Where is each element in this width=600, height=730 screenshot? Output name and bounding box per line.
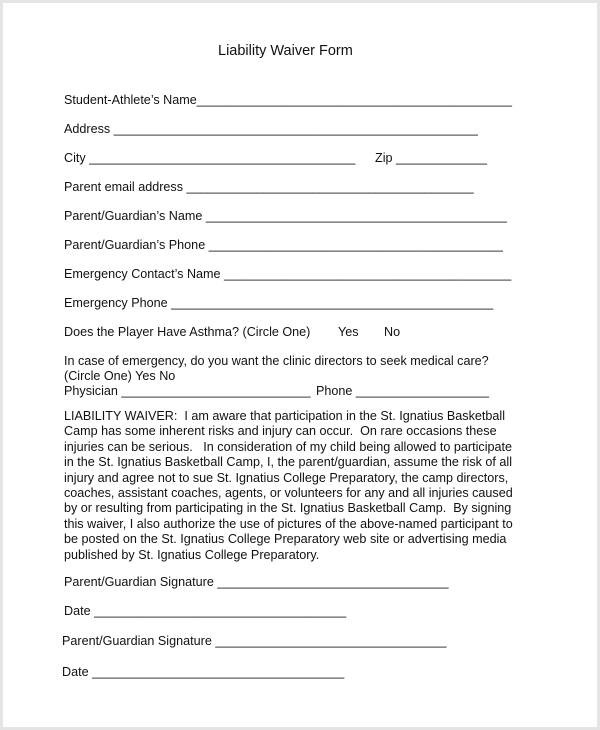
page-border-left: [0, 0, 3, 730]
liability-waiver-text: [64, 409, 534, 563]
emergency-phone-field[interactable]: Emergency Phone ______________________________________________: [64, 296, 494, 310]
emergency-contact-name-field[interactable]: Emergency Contact’s Name _________________________________________: [64, 267, 512, 281]
waiver-line: injuries can be serious. In consideration of my child being allowed to participate: [64, 439, 513, 454]
address-field[interactable]: Address ____________________________________________________: [64, 122, 478, 136]
waiver-line: LIABILITY WAIVER: I am aware that participation in the St. Ignatius Basketball: [64, 409, 505, 423]
city-field[interactable]: City ______________________________________: [64, 151, 356, 165]
form-title: Liability Waiver Form: [218, 43, 353, 59]
asthma-question: Does the Player Have Asthma? (Circle One): [64, 325, 311, 339]
physician-phone-field[interactable]: Phone ___________________: [316, 384, 489, 398]
zip-field[interactable]: Zip _____________: [375, 151, 488, 165]
page-border-top: [0, 0, 600, 3]
medical-care-options[interactable]: (Circle One) Yes No: [64, 369, 176, 383]
parent-guardian-signature-field-1[interactable]: Parent/Guardian Signature _________________________________: [64, 575, 449, 589]
asthma-no-option[interactable]: No: [384, 325, 401, 339]
date-field-2[interactable]: Date ____________________________________: [62, 665, 345, 679]
waiver-line: this waiver, I also authorize the use of pictures of the above-named participant to: [64, 516, 513, 531]
waiver-line: by or resulting from participating in the St. Ignatius Basketball Camp. By signing: [64, 501, 512, 516]
waiver-line: published by St. Ignatius College Preparatory.: [64, 547, 320, 562]
medical-care-question: In case of emergency, do you want the clinic directors to seek medical care?: [64, 354, 489, 368]
student-athlete-name-field[interactable]: Student-Athlete’s Name_____________________________________________: [64, 93, 512, 107]
waiver-line: injury and agree not to sue St. Ignatius College Preparatory, the camp directors,: [64, 470, 509, 485]
waiver-line: coaches, assistant coaches, agents, or volunteers for any and all injuries caused: [64, 486, 513, 501]
waiver-line: in the St. Ignatius Basketball Camp, I, the parent/guardian, assume the risk of all: [64, 455, 513, 470]
parent-guardian-signature-field-2[interactable]: Parent/Guardian Signature _________________________________: [62, 634, 447, 648]
waiver-line: be posted on the St. Ignatius College Preparatory web site or advertising media: [64, 532, 507, 547]
date-field-1[interactable]: Date ____________________________________: [64, 604, 347, 618]
parent-email-field[interactable]: Parent email address _________________________________________: [64, 180, 474, 194]
physician-field[interactable]: Physician ___________________________: [64, 384, 311, 398]
parent-guardian-phone-field[interactable]: Parent/Guardian’s Phone __________________________________________: [64, 238, 503, 252]
waiver-line: Camp has some inherent risks and injury can occur. On rare occasions these: [64, 424, 497, 439]
parent-guardian-name-field[interactable]: Parent/Guardian’s Name ___________________________________________: [64, 209, 508, 223]
asthma-yes-option[interactable]: Yes: [338, 325, 359, 339]
